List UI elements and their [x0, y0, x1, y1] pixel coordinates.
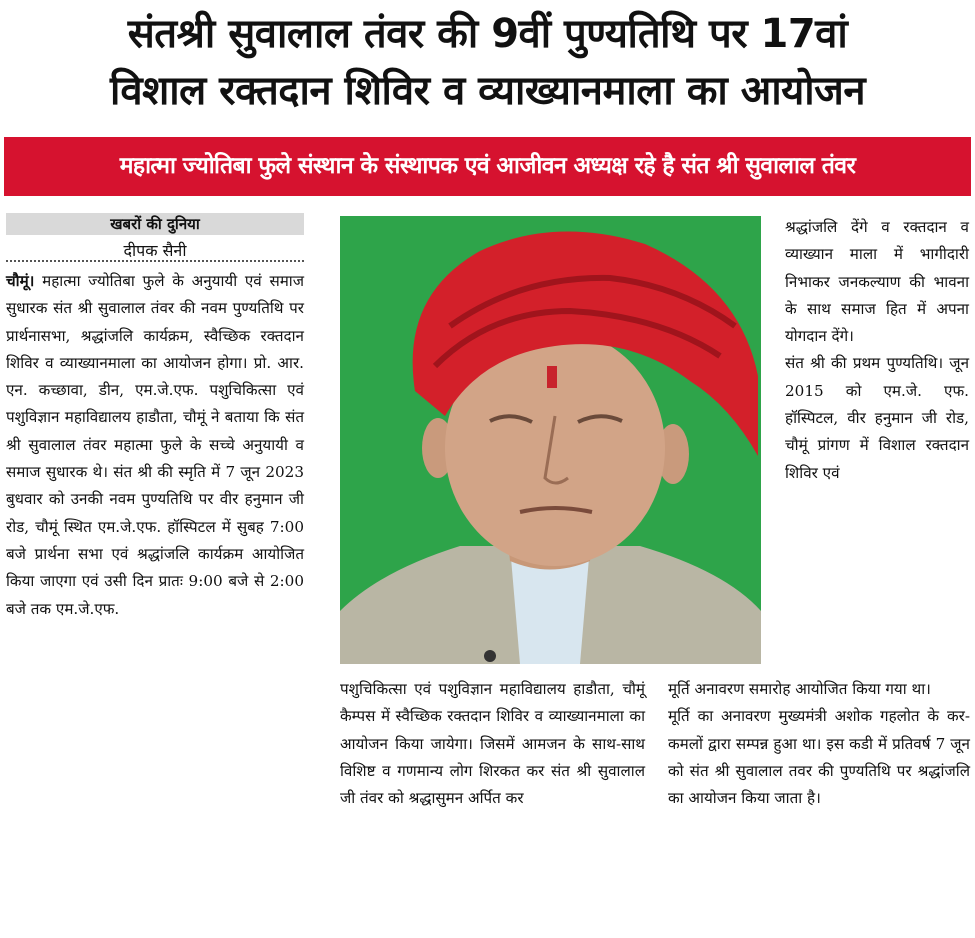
column-tag: खबरों की दुनिया [6, 213, 304, 235]
byline: दीपक सैनी [6, 240, 304, 262]
article-paragraph: पशुचिकित्सा एवं पशुविज्ञान महाविद्यालय हाडौता, चौमूं कैम्पस में स्वैच्छिक रक्तदान शिविर व व्याख्यानमाला का आयोजन किया जायेगा। जिसमें आमजन के साथ-साथ विशिष्ट व गणमान्य लोग शिरकत कर संत श्री सुवालाल जी तंवर को श्रद्धासुमन अर्पित कर [340, 680, 645, 808]
article-paragraph [6, 268, 304, 623]
article-body-text: महात्मा ज्योतिबा फुले के अनुयायी एवं समाज सुधारक संत श्री सुवालाल तंवर की नवम पुण्यतिथि पर प्रार्थनासभा, श्रद्धांजलि कार्यक्रम, स्वैच्छिक रक्तदान शिविर व व्याख्यानमाला का आयोजन होगा। प्रो. आर. एन. कच्छावा, डीन, एम.जे.एफ. पशुचिकित्सा एवं पशुविज्ञान महाविद्यालय हाडौता, चौमूं ने बताया कि संत श्री सुवालाल तंवर महात्मा फुले के सच्चे अनुयायी व समाज सुधारक थे। संत श्री की स्मृति में 7 जून 2023 बुधवार को उनकी नवम पुण्यतिथि पर वीर हनुमान जी रोड, चौमूं स्थित एम.जे.एफ. हॉस्पिटल में सुबह 7:00 बजे प्रार्थना सभा एवं श्रद्धांजलि कार्यक्रम आयोजित किया जाएगा एवं उसी दिन प्रातः 9:00 बजे से 2:00 बजे तक एम.जे.एफ. [6, 272, 304, 618]
headline [0, 6, 975, 120]
jacket-button [484, 650, 496, 662]
article-paragraph: संत श्री की प्रथम पुण्यतिथि। जून 2015 को एम.जे. एफ. हॉस्पिटल, वीर हनुमान जी रोड, चौमूं प्रांगण में विशाल रक्तदान शिविर एवं [785, 354, 969, 482]
article-paragraph: मूर्ति अनावरण समारोह आयोजित किया गया था। [668, 680, 931, 698]
tilak-shape [547, 366, 557, 388]
article-paragraph: श्रद्धांजलि देंगे व रक्तदान व व्याख्यान माला में भागीदारी निभाकर जनकल्याण की भावना के साथ समाज हित में अपना योगदान देंगे। [785, 218, 969, 346]
headline-line-2: विशाल रक्तदान शिविर व व्याख्यानमाला का आयोजन [109, 68, 866, 114]
headline-line-1: संतश्री सुवालाल तंवर की 9वीं पुण्यतिथि पर 17वां [127, 11, 848, 57]
article-column-2 [340, 676, 645, 812]
portrait-photo [340, 216, 761, 664]
subheadline-banner: महात्मा ज्योतिबा फुले संस्थान के संस्थापक एवं आजीवन अध्यक्ष रहे है संत श्री सुवालाल तंवर [4, 137, 971, 196]
article-paragraph: मूर्ति का अनावरण मुख्यमंत्री अशोक गहलोत के कर-कमलों द्वारा सम्पन्न हुआ था। इस कडी में प्रतिवर्ष 7 जून को संत श्री सुवालाल तवर की पुण्यतिथि पर श्रद्धांजलि का आयोजन किया जाता है। [668, 707, 970, 808]
dateline: चौमूं। [6, 272, 35, 290]
article-column-3 [668, 676, 970, 812]
article-column-1 [6, 268, 304, 623]
portrait-illustration [340, 216, 761, 664]
article-column-4 [785, 214, 969, 487]
